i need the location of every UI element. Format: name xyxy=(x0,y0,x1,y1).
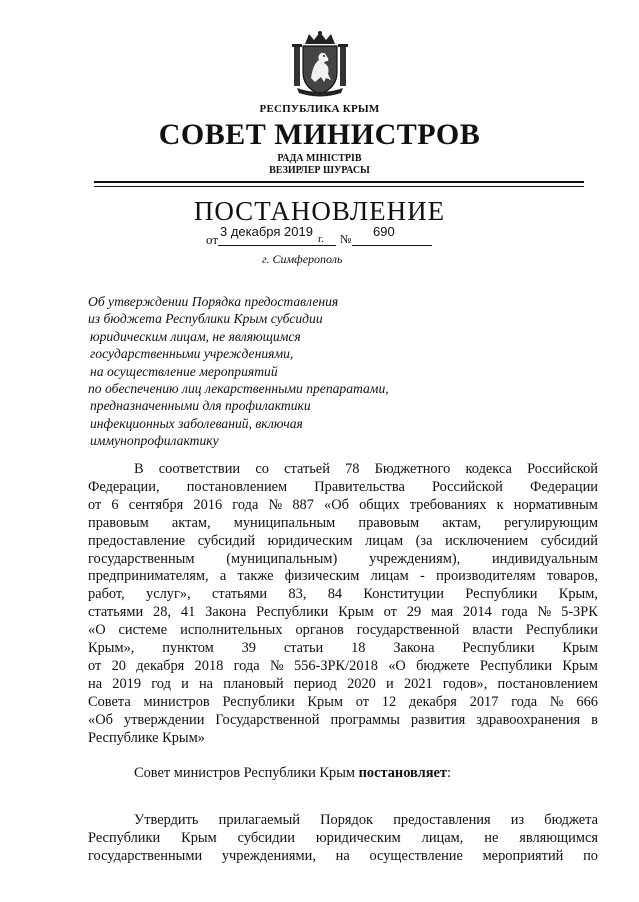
subject-line: государственными учреждениями, xyxy=(90,346,294,362)
text-line: работ, услуг», статьями 83, 84 Конституции Республики Крым, xyxy=(88,586,598,603)
council-name: СОВЕТ МИНИСТРОВ xyxy=(158,118,481,151)
coat-of-arms-emblem xyxy=(291,30,349,98)
text-line: правовым актам, муниципальным правовым актам, регулирующим xyxy=(88,514,598,531)
subject-line: из бюджета Республики Крым субсидии xyxy=(88,311,323,327)
number-underline xyxy=(352,245,432,246)
text-line: Совета министров Республики Крым от 12 декабря 2017 года № 666 xyxy=(88,693,598,710)
text-line: государственным (муниципальным) учреждениям), индивидуальным xyxy=(88,550,598,567)
resolves-keyword: постановляет xyxy=(358,765,447,781)
decree-number: 690 xyxy=(373,224,395,239)
text-line: статьями 28, 41 Закона Республики Крым от 29 мая 2014 года № 5-ЗРК xyxy=(88,604,598,621)
resolves-statement xyxy=(134,765,451,782)
text-line: Республики Крым субсидии юридическим лицам, не являющимся xyxy=(88,829,598,846)
decree-clause-1 xyxy=(88,812,598,866)
text-line: В соответствии со статьей 78 Бюджетного кодекса Российской xyxy=(134,461,598,477)
republic-name: РЕСПУБЛИКА КРЫМ xyxy=(259,103,380,115)
subject-line: по обеспечению лиц лекарственными препаратами, xyxy=(88,381,389,397)
subject-line: на осуществление мероприятий xyxy=(90,363,278,379)
text-line: Утвердить прилагаемый Порядок предоставления из бюджета xyxy=(134,812,598,828)
decree-date: 3 декабря 2019 xyxy=(220,224,313,239)
year-suffix-label: г. xyxy=(318,233,325,245)
text-line: предоставление субсидий юридическим лицам (за исключением субсидий xyxy=(88,532,598,549)
text-line: Федерации, постановлением Правительства Российской Федерации xyxy=(88,478,598,495)
decree-subject xyxy=(88,293,468,450)
resolves-prefix: Совет министров Республики Крым xyxy=(134,765,359,781)
header-divider-thin xyxy=(94,186,584,187)
subject-line: юридическим лицам, не являющимся xyxy=(90,328,301,344)
decree-title: ПОСТАНОВЛЕНИЕ xyxy=(193,196,446,226)
text-line: Крым», пунктом 39 статьи 18 Закона Республики Крым xyxy=(88,640,598,657)
text-line: от 20 декабря 2018 года № 556-ЗРК/2018 «О бюджете Республики Крым xyxy=(88,657,598,674)
text-line: «Об утверждении Государственной программы развития здравоохранения в xyxy=(88,711,598,728)
header-divider-thick xyxy=(94,181,584,183)
text-line: предпринимателям, а также физическим лицам - производителям товаров, xyxy=(88,568,598,585)
council-name-ukrainian: РАДА МІНІСТРІВ xyxy=(277,153,362,164)
subject-line: инфекционных заболеваний, включая xyxy=(90,415,303,431)
council-name-crimean-tatar: ВЕЗИРЛЕР ШУРАСЫ xyxy=(269,165,370,176)
decree-city: г. Симферополь xyxy=(262,252,343,266)
subject-line: Об утверждении Порядка предоставления xyxy=(88,294,339,309)
text-line: от 6 сентября 2016 года № 887 «Об общих требованиях к нормативным xyxy=(88,496,598,513)
subject-line: иммунопрофилактику xyxy=(90,433,219,449)
text-line: на 2019 год и на плановый период 2020 и 2021 годов», постановлением xyxy=(88,675,598,692)
date-prefix-label: от xyxy=(206,232,219,247)
decree-preamble xyxy=(88,461,598,748)
date-underline xyxy=(218,245,336,246)
resolves-suffix: : xyxy=(446,765,451,781)
text-line: «О системе исполнительных органов государственной власти Республики xyxy=(88,622,598,639)
number-sign-label: № xyxy=(340,232,352,246)
text-line: Республике Крым» xyxy=(88,729,205,746)
text-line: государственными учреждениями, на осуществление мероприятий по xyxy=(88,847,598,864)
subject-line: предназначенными для профилактики xyxy=(90,398,311,414)
